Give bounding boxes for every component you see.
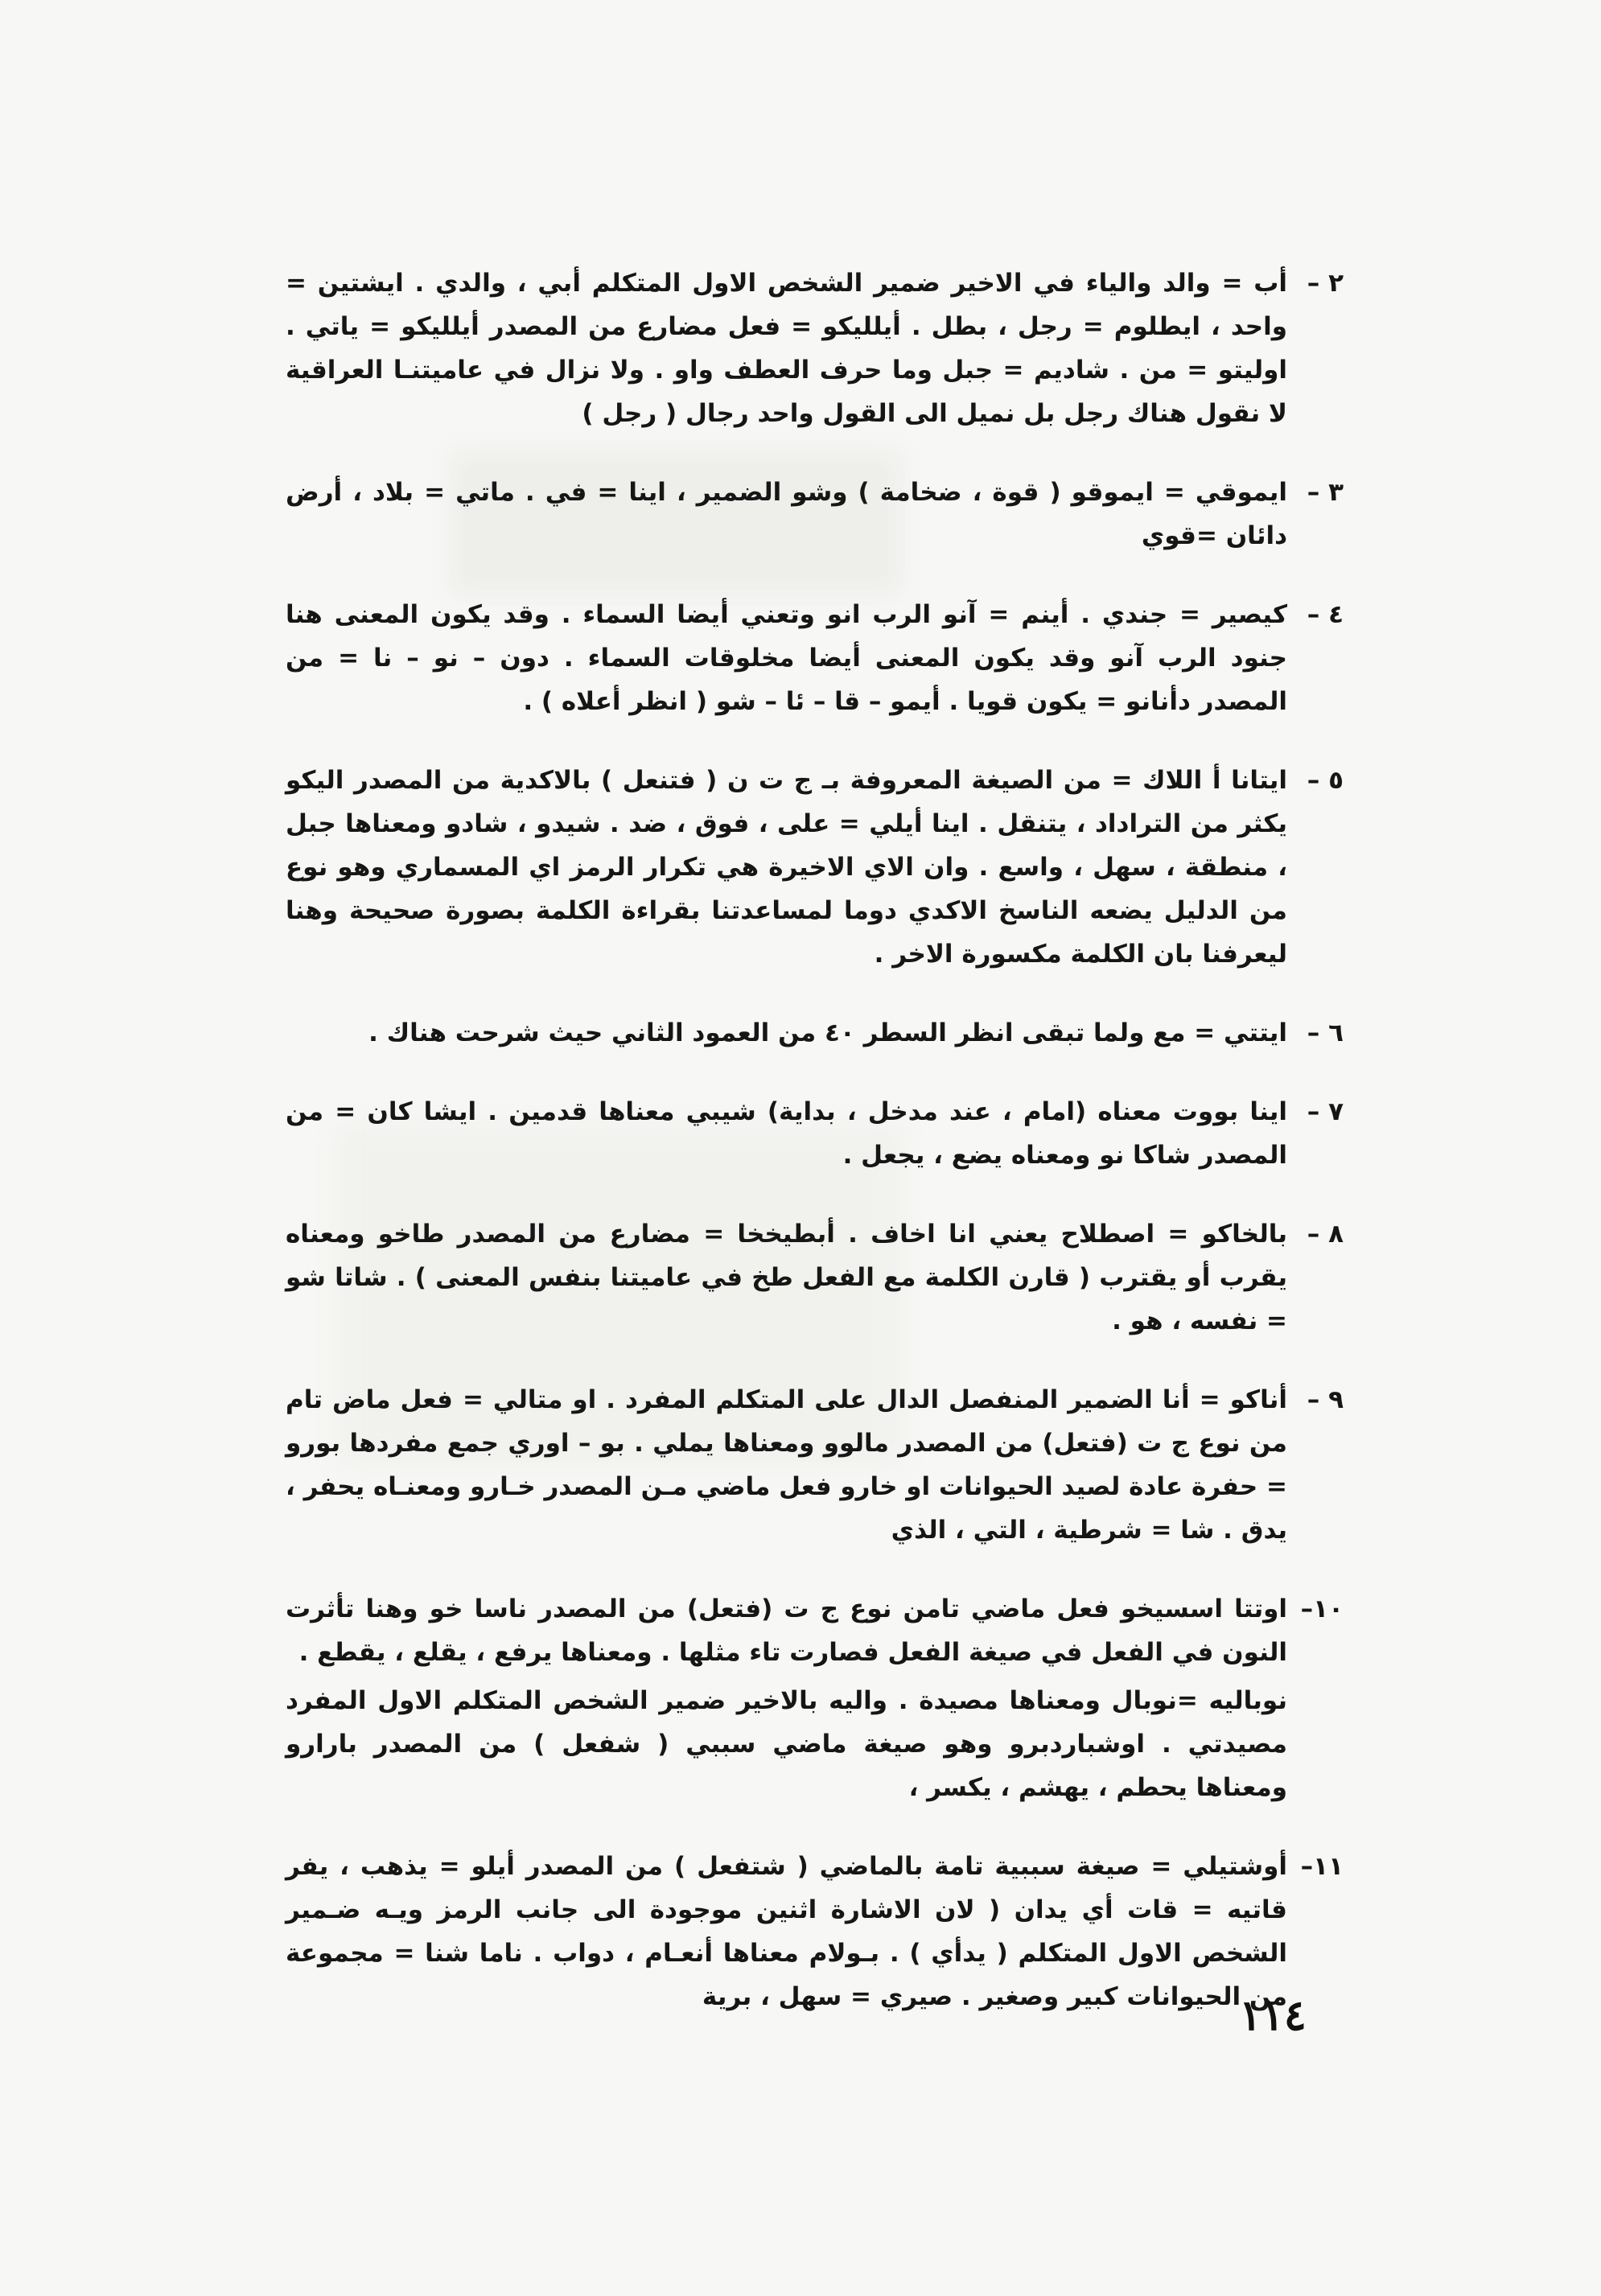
note-text: ايتانا أ اللاك = من الصيغة المعروفة بـ ج ت ن ( فتنعل ) بالاكدية من المصدر اليكو يكثر من التراداد ، يتنقل . اينا أيلي = على ، فوق ، ضد . شيدو ، شادو ومعناها جبل ، منطقة ، سهل ، واسع . وان الاي الاخيرة هي تكرار الرمز اي المسماري وهو نوع من الدليل يضعه الناسخ الاكدي دوما لمساعدتنا بقراءة الكلمة بصورة صحيحة وهنا ليعرفنا بان الكلمة مكسورة الاخر . bbox=[286, 766, 1287, 969]
note-body bbox=[286, 471, 1287, 558]
note-text: أب = والد والياء في الاخير ضمير الشخص الاول المتكلم أبي ، والدي . ايشتين = واحد ، ايطلوم = رجل ، بطل . أيلليكو = فعل مضارع من المصدر أيلليكو = ياتي . اوليتو = من . شاديم = جبل وما حرف العطف واو . ولا نزال في عاميتنـا العراقية لا نقول هناك رجل بل نميل الى القول واحد رجال ( رجل ) bbox=[286, 269, 1287, 428]
note-number: ٦ – bbox=[1307, 1018, 1344, 1047]
note-text: أوشتيلي = صيغة سببية تامة بالماضي ( شتفعل ) من المصدر أيلو = يذهب ، يفر قاتيه = قات أي يدان ( لان الاشارة اثنين موجودة الى جانب الرمز ويـه ضـمير الشخص الاول المتكلم ( يدأي ) . بـولام معناها أنعـام ، دواب . ناما شنا = مجموعة من الحيوانات كبير وصغير . صيري = سهل ، برية bbox=[286, 1852, 1287, 2011]
footnotes bbox=[286, 261, 1344, 2054]
note-number: ٤ – bbox=[1307, 600, 1344, 629]
note-text: اوتتا اسسيخو فعل ماضي تامن نوع ج ت (فتعل) من المصدر ناسا خو وهنا تأثرت النون في الفعل في صيغة الفعل فصارت تاء مثلها . ومعناها يرفع ، يقلع ، يقطع . bbox=[286, 1594, 1287, 1667]
note-number: ٢ – bbox=[1307, 269, 1344, 298]
note-2 bbox=[286, 261, 1344, 435]
note-text: بالخاكو = اصطلاح يعني انا اخاف . أبطيخخا = مضارع من المصدر طاخو ومعناه يقرب أو يقترب ( قارن الكلمة مع الفعل طخ في عاميتنا بنفس المعنى ) . شاتا شو = نفسه ، هو . bbox=[286, 1220, 1287, 1335]
note-number: ١٠– bbox=[1300, 1594, 1344, 1623]
note-body bbox=[286, 1845, 1287, 2018]
note-number: ٣ – bbox=[1307, 478, 1344, 507]
note-text: ايموقي = ايموقو ( قوة ، ضخامة ) وشو الضمير ، اينا = في . ماتي = بلاد ، أرض دائان =قوي bbox=[286, 478, 1287, 550]
note-number: ١١– bbox=[1300, 1852, 1344, 1881]
note-10 bbox=[286, 1587, 1344, 1809]
note-text: أناكو = أنا الضمير المنفصل الدال على المتكلم المفرد . او متالي = فعل ماض تام من نوع ج ت (فتعل) من المصدر مالوو ومعناها يملي . بو – اوري جمع مفردها بورو = حفرة عادة لصيد الحيوانات او خارو فعل ماضي مـن المصدر خـارو ومعنـاه يحفر ، يدق . شا = شرطية ، التي ، الذي bbox=[286, 1385, 1287, 1545]
note-4 bbox=[286, 593, 1344, 723]
note-body bbox=[286, 1011, 1287, 1055]
note-5 bbox=[286, 759, 1344, 976]
note-11 bbox=[286, 1845, 1344, 2018]
note-body bbox=[286, 1090, 1287, 1177]
note-number: ٥ – bbox=[1307, 766, 1344, 795]
note-text: ايتتي = مع ولما تبقى انظر السطر ٤٠ من العمود الثاني حيث شرحت هناك . bbox=[368, 1018, 1287, 1047]
note-text: كيصير = جندي . أينم = آنو الرب انو وتعني أيضا السماء . وقد يكون المعنى هنا جنود الرب آنو وقد يكون المعنى أيضا مخلوقات السماء . دون – نو – نا = من المصدر دأنانو = يكون قويا . أيمو – قا – ئا – شو ( انظر أعلاه ) . bbox=[286, 600, 1287, 716]
note-number: ٨ – bbox=[1307, 1220, 1344, 1249]
note-8 bbox=[286, 1212, 1344, 1343]
note-text: نوباليه =نوبال ومعناها مصيدة . واليه بالاخير ضمير الشخص المتكلم الاول المفرد مصيدتي . اوشباردبرو وهو صيغة ماضي سببي ( شفعل ) من المصدر بارارو ومعناها يحطم ، يهشم ، يكسر ، bbox=[286, 1686, 1287, 1802]
note-number: ٩ – bbox=[1307, 1385, 1344, 1414]
note-body bbox=[286, 593, 1287, 723]
note-7 bbox=[286, 1090, 1344, 1177]
note-9 bbox=[286, 1378, 1344, 1552]
note-body bbox=[286, 1587, 1287, 1809]
note-6 bbox=[286, 1011, 1344, 1055]
note-number: ٧ – bbox=[1307, 1097, 1344, 1126]
page-number: ١١٤ bbox=[1239, 1991, 1307, 2040]
note-body bbox=[286, 1378, 1287, 1552]
note-body bbox=[286, 759, 1287, 976]
note-text: اينا بووت معناه (امام ، عند مدخل ، بداية) شيبي معناها قدمين . ايشا كان = من المصدر شاكا نو ومعناه يضع ، يجعل . bbox=[286, 1097, 1287, 1170]
note-body bbox=[286, 261, 1287, 435]
note-body bbox=[286, 1212, 1287, 1343]
note-3 bbox=[286, 471, 1344, 558]
